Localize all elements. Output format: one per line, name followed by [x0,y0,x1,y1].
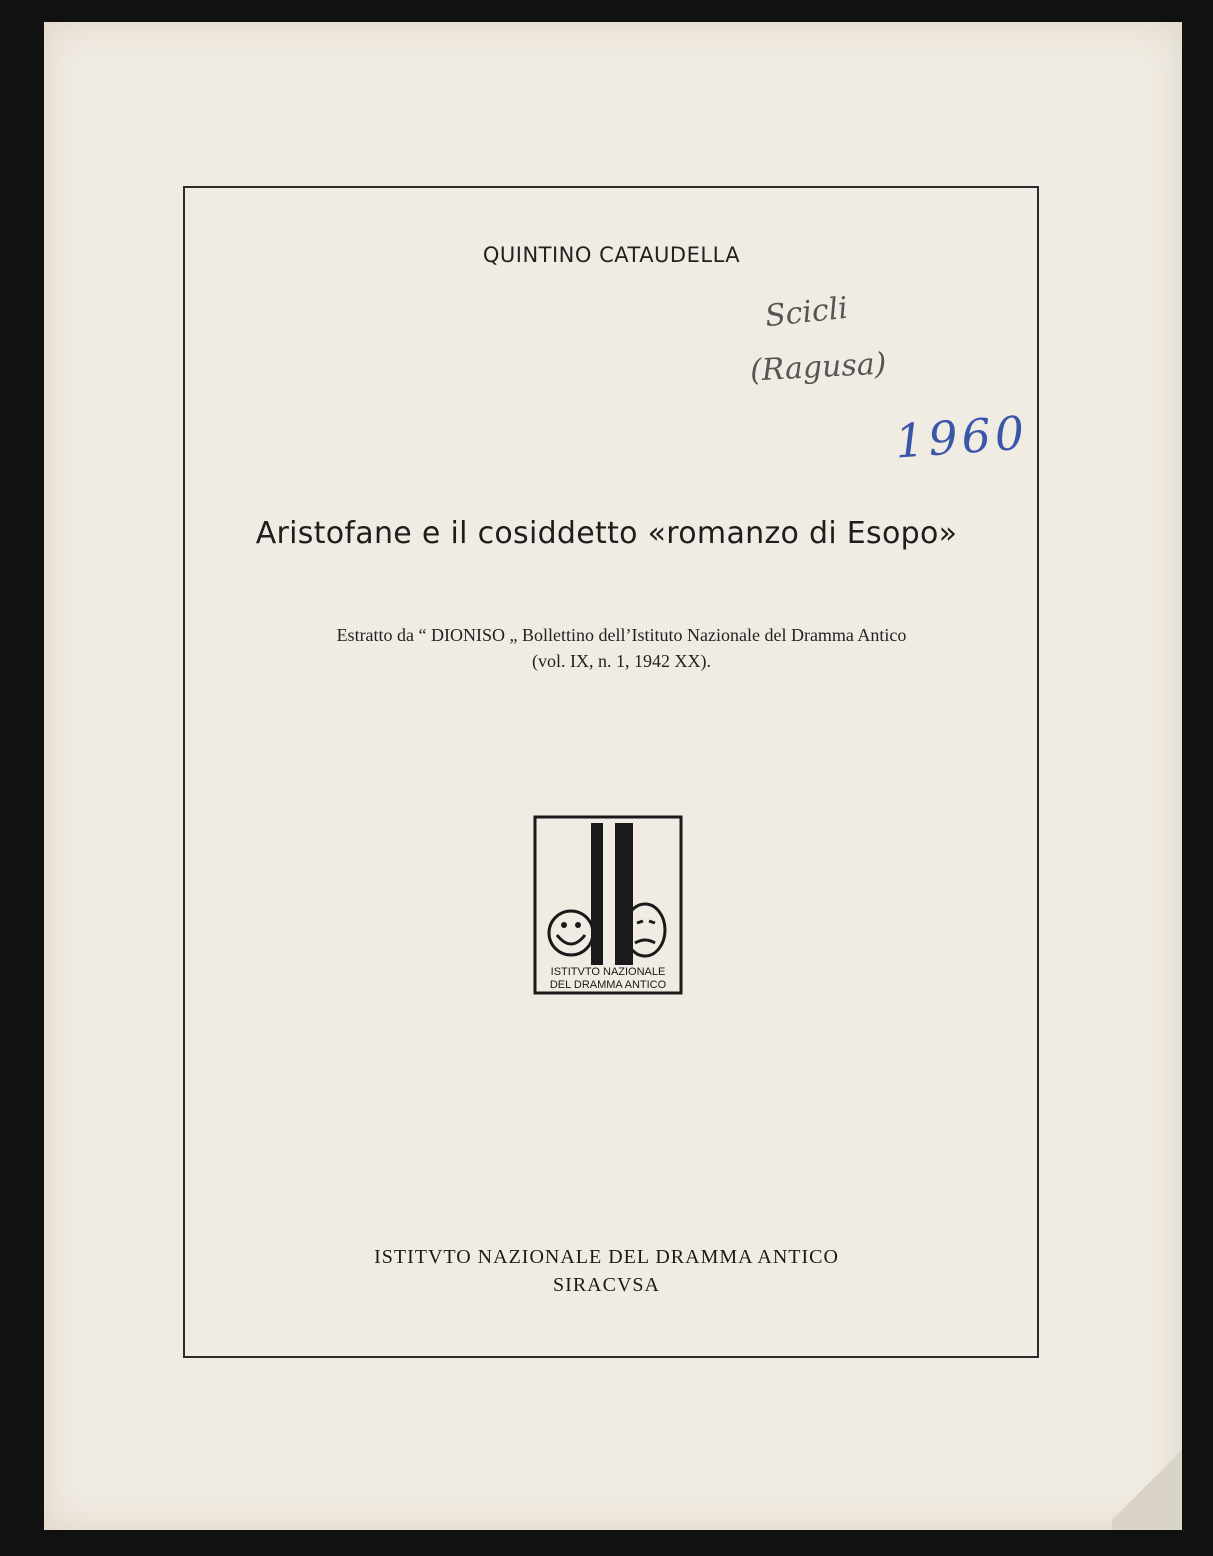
publisher-city: SIRACVSA [553,1274,660,1296]
handwritten-year: 1960 [893,405,1030,469]
extract-line-1: Estratto da “ DIONISO „ Bollettino dell’Istituto Nazionale del Dramma Antico [336,625,907,645]
publisher-name: ISTITVTO NAZIONALE DEL DRAMMA ANTICO [374,1246,839,1268]
logo-text-1: ISTITVTO NAZIONALE [550,966,666,978]
extract-line-2: (vol. IX, n. 1, 1942 XX). [532,651,711,671]
author-name: QUINTINO CATAUDELLA [482,243,741,267]
institute-logo [533,815,683,995]
publisher [0,1243,1213,1299]
handwritten-note-place: Scicli [763,290,850,335]
document-title: Aristofane e il cosiddetto «romanzo di Esopo» [255,516,958,551]
logo-column-right [615,823,633,965]
handwritten-note-province: (Ragusa) [749,346,888,389]
cover-border-frame [183,186,1039,1358]
comic-mask [549,911,593,955]
logo-text-2: DEL DRAMMA ANTICO [549,979,667,991]
logo-column-left [591,823,603,965]
extract-note [0,622,1213,674]
worn-corner [1112,1440,1182,1530]
